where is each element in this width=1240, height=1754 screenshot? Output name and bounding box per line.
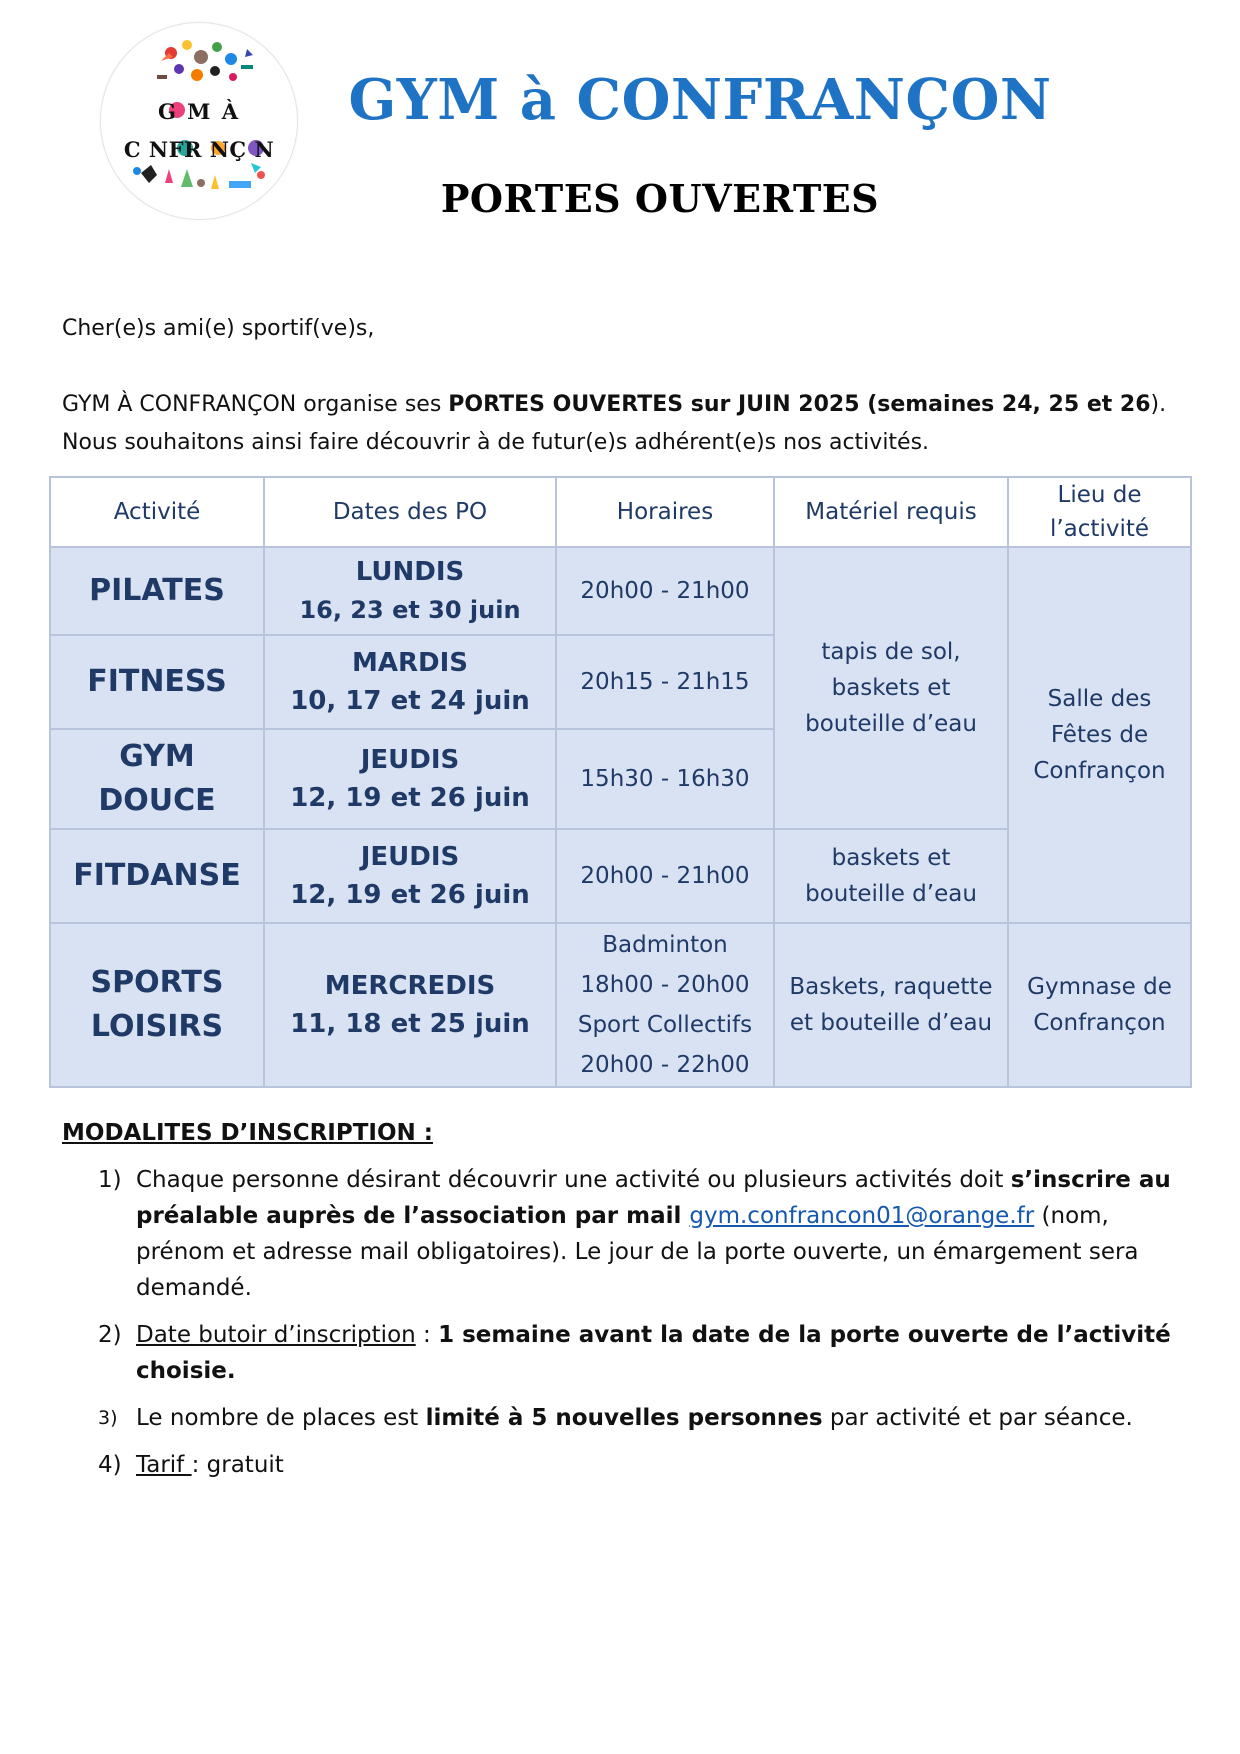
list-number: 1) <box>98 1167 122 1193</box>
materiel-line: et bouteille d’eau <box>789 1010 993 1036</box>
header-lieu-line: Lieu de <box>1057 482 1142 508</box>
lieu-line: Fêtes de <box>1050 722 1149 748</box>
logo-text-confrancon: C NFR NÇ N <box>123 137 275 162</box>
dates-cell <box>264 635 556 729</box>
hours-line: 18h00 - 20h00 <box>580 972 750 998</box>
item-text: (nom, prénom et adresse mail obligatoires). Le jour de la porte ouverte, un émargement sera demandé. <box>136 1203 1139 1301</box>
header-horaires: Horaires <box>556 477 774 547</box>
list-number: 4) <box>98 1452 122 1478</box>
activity-line: SPORTS <box>90 965 224 1000</box>
dates-cell <box>264 729 556 829</box>
list-item <box>62 1317 1192 1389</box>
materiel-line: baskets et <box>831 675 951 701</box>
email-link[interactable]: gym.confrancon01@orange.fr <box>689 1203 1035 1229</box>
logo-text-gym-a: G M À <box>157 99 241 124</box>
lieu-line: Salle des <box>1047 686 1152 712</box>
lieu-line: Confrançon <box>1033 758 1166 784</box>
materiel-line: bouteille d’eau <box>805 881 977 907</box>
page-subtitle: PORTES OUVERTES <box>440 176 880 221</box>
page-title: GYM à CONFRANÇON <box>348 67 1052 133</box>
item-text: : gratuit <box>191 1452 284 1478</box>
hours-cell: 20h00 - 21h00 <box>556 829 774 923</box>
lieu-line: Confrançon <box>1033 1010 1166 1036</box>
header-materiel: Matériel requis <box>774 477 1008 547</box>
list-item <box>62 1400 1192 1436</box>
item-bold-text: s’inscrire au préalable auprès de l’association par mail <box>136 1167 1171 1229</box>
modalites-list <box>62 1162 1192 1494</box>
activity-cell: FITNESS <box>50 635 264 729</box>
lieu-cell <box>1008 547 1191 923</box>
item-text: Chaque personne désirant découvrir une activité ou plusieurs activités doit <box>136 1167 1011 1193</box>
club-logo <box>100 22 298 220</box>
hours-cell: 20h00 - 21h00 <box>556 547 774 635</box>
hours-cell: 15h30 - 16h30 <box>556 729 774 829</box>
materiel-line: tapis de sol, <box>821 639 961 665</box>
schedule-table <box>49 476 1192 1088</box>
days-label: LUNDIS <box>355 557 465 587</box>
hours-cell <box>556 923 774 1087</box>
modalites-heading: MODALITES D’INSCRIPTION : <box>62 1120 433 1146</box>
table-header-row <box>50 477 1191 547</box>
dates-label: 12, 19 et 26 juin <box>290 783 530 813</box>
header-lieu <box>1008 477 1191 547</box>
materiel-line: baskets et <box>831 845 951 871</box>
list-item <box>62 1162 1192 1306</box>
lieu-cell <box>1008 923 1191 1087</box>
intro-text: GYM À CONFRANÇON organise ses <box>62 392 449 417</box>
dates-label: 11, 18 et 25 juin <box>290 1009 530 1039</box>
tarif-label: Tarif <box>136 1452 192 1478</box>
materiel-line: bouteille d’eau <box>805 711 977 737</box>
hours-line: 20h00 - 22h00 <box>580 1052 750 1078</box>
dates-label: 12, 19 et 26 juin <box>290 880 530 910</box>
materiel-line: Baskets, raquette <box>789 974 993 1000</box>
intro-text-end: ). <box>1150 392 1167 417</box>
list-number: 3) <box>98 1407 118 1429</box>
hours-cell: 20h15 - 21h15 <box>556 635 774 729</box>
item-separator: : <box>415 1322 439 1348</box>
item-bold-text: limité à 5 nouvelles personnes <box>425 1405 823 1431</box>
item-text: Le nombre de places est <box>136 1405 426 1431</box>
item-text: par activité et par séance. <box>822 1405 1133 1431</box>
lieu-line: Gymnase de <box>1027 974 1172 1000</box>
intro-highlight: PORTES OUVERTES sur JUIN 2025 (semaines 24, 25 et 26 <box>448 392 1151 417</box>
activity-cell <box>50 923 264 1087</box>
header-dates: Dates des PO <box>264 477 556 547</box>
materiel-cell <box>774 547 1008 829</box>
intro-second-line: Nous souhaitons ainsi faire découvrir à de futur(e)s adhérent(e)s nos activités. <box>62 430 930 455</box>
table-row <box>50 547 1191 635</box>
item-bold-text: 1 semaine avant la date de la porte ouverte de l’activité choisie. <box>136 1322 1171 1384</box>
dates-label: 10, 17 et 24 juin <box>290 686 530 716</box>
table-row <box>50 923 1191 1087</box>
activity-line: LOISIRS <box>90 1009 224 1044</box>
dates-cell <box>264 829 556 923</box>
hours-line: Sport Collectifs <box>577 1012 753 1038</box>
dates-label: 16, 23 et 30 juin <box>299 596 521 624</box>
activity-cell <box>50 729 264 829</box>
hours-line: Badminton <box>602 932 728 958</box>
days-label: JEUDIS <box>360 745 460 775</box>
list-item <box>62 1447 1192 1483</box>
list-number: 2) <box>98 1322 122 1348</box>
activity-cell: FITDANSE <box>50 829 264 923</box>
days-label: MERCREDIS <box>324 971 496 1001</box>
dates-cell <box>264 547 556 635</box>
days-label: JEUDIS <box>360 842 460 872</box>
header-activite: Activité <box>50 477 264 547</box>
activity-line: DOUCE <box>98 783 216 818</box>
materiel-cell <box>774 923 1008 1087</box>
activity-line: GYM <box>119 739 195 774</box>
intro-paragraph <box>62 386 1192 462</box>
days-label: MARDIS <box>352 648 468 678</box>
materiel-cell <box>774 829 1008 923</box>
deadline-label: Date butoir d’inscription <box>136 1322 416 1348</box>
activity-cell: PILATES <box>50 547 264 635</box>
greeting: Cher(e)s ami(e) sportif(ve)s, <box>62 316 375 341</box>
dates-cell <box>264 923 556 1087</box>
header-lieu-line: l’activité <box>1049 516 1150 542</box>
